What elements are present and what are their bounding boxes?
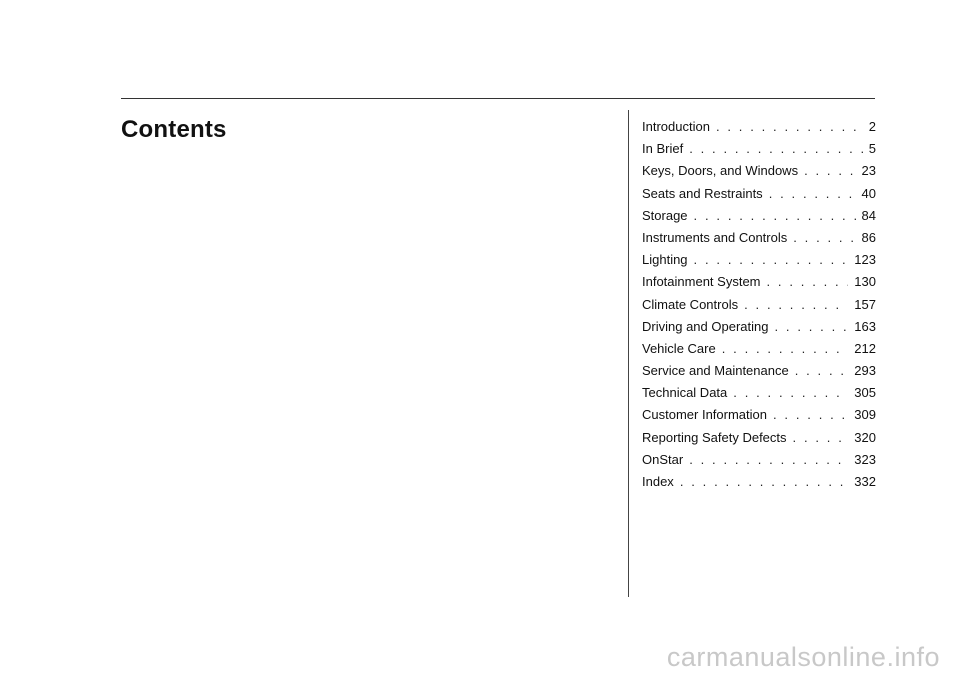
toc-entry-page: 157 [854,296,876,312]
toc-entry-page: 5 [868,141,876,157]
toc-entry-label: Introduction [642,119,710,134]
toc-entry-label: Reporting Safety Defects [642,429,787,445]
toc-entry-label: Technical Data [642,385,728,401]
page-title: Contents [121,116,227,143]
toc-entry-in-brief[interactable] [642,138,876,160]
toc-entry-lighting[interactable] [642,249,876,271]
toc-entry-label: Service and Maintenance [642,363,789,379]
toc-entry-instruments-controls[interactable] [642,227,876,249]
toc-entry-label: Customer Information [642,407,767,423]
toc-entry-infotainment-system[interactable] [642,271,876,293]
top-divider [121,98,875,99]
toc-entry-page: 309 [854,407,876,423]
toc-dot-leader [773,404,848,426]
toc-entry-label: Instruments and Controls [642,229,788,245]
toc-entry-page: 23 [861,163,876,179]
toc-entry-seats-restraints[interactable] [642,183,876,205]
toc-entry-page: 212 [854,340,876,356]
toc-dot-leader [716,116,863,138]
toc-entry-reporting-safety-defects[interactable] [642,427,876,449]
toc-entry-introduction[interactable] [642,116,876,138]
toc-entry-page: 305 [854,385,876,401]
toc-entry-page: 320 [854,429,876,445]
toc-dot-leader [722,338,849,360]
toc-entry-keys-doors-windows[interactable] [642,160,876,182]
toc-dot-leader [694,249,849,271]
toc-entry-label: Infotainment System [642,274,761,290]
toc-entry-label: Seats and Restraints [642,185,763,201]
toc-dot-leader [804,160,855,182]
column-divider [628,110,629,597]
toc-entry-page: 2 [868,119,876,134]
toc-entry-page: 130 [854,274,876,290]
toc-entry-page: 40 [861,185,876,201]
toc-entry-vehicle-care[interactable] [642,338,876,360]
toc-entry-storage[interactable] [642,205,876,227]
toc-dot-leader [689,449,848,471]
toc-entry-index[interactable] [642,471,876,493]
toc-entry-page: 123 [854,252,876,268]
toc-entry-page: 332 [854,474,876,489]
toc-entry-label: Vehicle Care [642,340,716,356]
toc-entry-page: 84 [861,207,876,223]
toc-entry-service-maintenance[interactable] [642,360,876,382]
toc-dot-leader [793,227,855,249]
toc-entry-label: OnStar [642,451,684,467]
toc-entry-page: 323 [854,451,876,467]
toc-entry-driving-operating[interactable] [642,316,876,338]
site-watermark: carmanualsonline.info [666,642,940,672]
toc-entry-label: Index [642,474,674,489]
toc-entry-customer-information[interactable] [642,404,876,426]
toc-entry-page: 86 [861,229,876,245]
toc-entry-climate-controls[interactable] [642,294,876,316]
toc-entry-label: Keys, Doors, and Windows [642,163,799,179]
toc-entry-label: Driving and Operating [642,318,769,334]
toc-entry-page: 293 [854,363,876,379]
toc-entry-onstar[interactable] [642,449,876,471]
toc-dot-leader [793,427,849,449]
toc-dot-leader [733,382,848,404]
table-of-contents [642,116,876,493]
toc-dot-leader [689,138,863,160]
toc-dot-leader [795,360,849,382]
toc-entry-label: Storage [642,207,688,223]
toc-entry-label: In Brief [642,141,684,157]
toc-dot-leader [767,271,849,293]
toc-entry-label: Lighting [642,252,688,268]
toc-entry-technical-data[interactable] [642,382,876,404]
toc-dot-leader [680,471,848,493]
toc-entry-page: 163 [854,318,876,334]
toc-dot-leader [744,294,848,316]
toc-dot-leader [769,183,856,205]
toc-entry-label: Climate Controls [642,296,739,312]
toc-dot-leader [774,316,848,338]
toc-dot-leader [694,205,856,227]
